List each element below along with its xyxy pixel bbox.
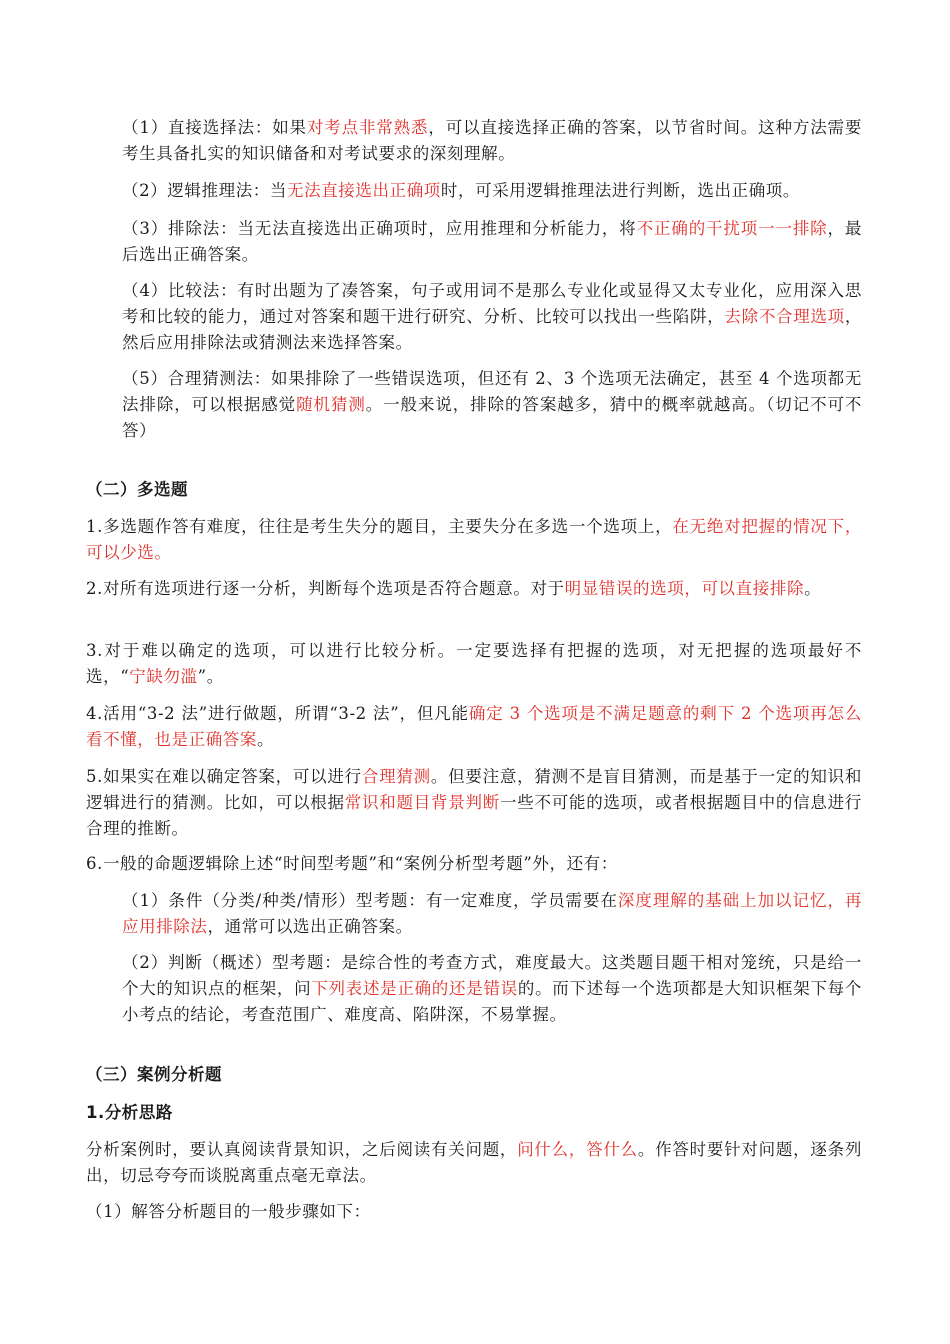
text-run: 。	[804, 579, 822, 598]
method-direct-choice	[122, 115, 862, 167]
text-run: 1.多选题作答有难度，往往是考生失分的题目，主要失分在多选一个选项上，	[86, 517, 673, 536]
highlight-run: 下列表述是正确的还是错误	[311, 979, 518, 998]
subheading-analysis-approach: 1.分析思路	[86, 1103, 173, 1122]
text-run: ，然后应用排除法或猜测法来选择答案。	[122, 307, 862, 352]
text-run: （2）判断（概述）型考题：是综合性的考查方式，难度最大。这类题目题干相对笼统，只是给一个大的知识点的框架，问	[122, 953, 862, 998]
text-run: 6.一般的命题逻辑除上述“时间型考题”和“案例分析型考题”外，还有：	[86, 854, 618, 873]
text-run: 分析案例时，要认真阅读背景知识，之后阅读有关问题，	[86, 1140, 518, 1159]
text-run: 3.对于难以确定的选项，可以进行比较分析。一定要选择有把握的选项，对无把握的选项最好不选，“	[86, 641, 862, 686]
text-run: ”。	[197, 667, 224, 686]
text-run: （4）比较法：有时出题为了凑答案，句子或用词不是那么专业化或显得又太专业化，应用深入思考和比较的能力，通过对答案和题干进行研究、分析、比较可以找出一些陷阱，	[122, 281, 862, 326]
multi-choice-item-2	[86, 576, 862, 602]
case-analysis-step-intro: （1）解答分析题目的一般步骤如下：	[86, 1202, 371, 1221]
text-run: ，最后选出正确答案。	[122, 219, 863, 264]
text-run: （2）逻辑推理法：当	[122, 181, 287, 200]
highlight-run: 确定 3 个选项是不满足题意的剩下 2 个选项再怎么看不懂，也是正确答案	[86, 704, 863, 749]
highlight-run: 常识和题目背景判断	[344, 793, 500, 812]
text-run: 的。而下述每一个选项都是大知识框架下每个小考点的结论，考查范围广、难度高、陷阱深，不易掌握。	[122, 979, 862, 1024]
multi-choice-item-6	[86, 851, 862, 877]
text-run: （1）直接选择法：如果	[122, 118, 307, 137]
highlight-run: 合理猜测	[361, 767, 431, 786]
text-run: ，可以直接选择正确的答案，以节省时间。这种方法需要考生具备扎实的知识储备和对考试要求的深刻理解。	[122, 118, 862, 163]
highlight-run: 宁缺勿滥	[129, 667, 198, 686]
text-run: （1）条件（分类/种类/情形）型考题：有一定难度，学员需要在	[122, 891, 618, 910]
highlight-run: 问什么，答什么	[517, 1140, 638, 1159]
question-type-condition	[122, 888, 862, 940]
text-run: 5.如果实在难以确定答案，可以进行	[86, 767, 362, 786]
highlight-run: 去除不合理选项	[724, 307, 845, 326]
method-reasonable-guess	[122, 366, 862, 444]
text-run: （5）合理猜测法：如果排除了一些错误选项，但还有 2、3 个选项无法确定，甚至 4 个选项都无法排除，可以根据感觉	[122, 369, 862, 414]
text-run: 4.活用“3-2 法”进行做题，所谓“3-2 法”，但凡能	[86, 704, 469, 723]
section-heading-case-analysis: （三）案例分析题	[86, 1065, 222, 1084]
text-run: 。作答时要针对问题，逐条列出，切忌夸夸而谈脱离重点毫无章法。	[86, 1140, 862, 1185]
method-logical-reasoning	[122, 178, 862, 204]
method-comparison	[122, 278, 862, 356]
text-run: 。但要注意，猜测不是盲目猜测，而是基于一定的知识和逻辑进行的猜测。比如，可以根据	[86, 767, 862, 812]
multi-choice-item-4	[86, 701, 862, 753]
multi-choice-item-5	[86, 764, 862, 842]
text-run: ，通常可以选出正确答案。	[207, 917, 413, 936]
multi-choice-item-3	[86, 638, 862, 690]
multi-choice-item-1	[86, 514, 862, 566]
text-run: 2.对所有选项进行逐一分析，判断每个选项是否符合题意。对于	[86, 579, 565, 598]
text-run: 时，可采用逻辑推理法进行判断，选出正确项。	[440, 181, 801, 200]
highlight-run: 深度理解的基础上加以记忆，再应用排除法	[122, 891, 862, 936]
highlight-run: 明显错误的选项，可以直接排除	[564, 579, 805, 598]
highlight-run: 对考点非常熟悉	[306, 118, 429, 137]
case-analysis-paragraph	[86, 1137, 862, 1189]
highlight-run: 不正确的干扰项一一排除	[636, 219, 828, 238]
highlight-run: 在无绝对把握的情况下，可以少选。	[86, 517, 862, 562]
section-heading-multiple-choice: （二）多选题	[86, 480, 188, 499]
text-run: 。	[257, 730, 275, 749]
method-elimination	[122, 216, 862, 268]
text-run: 。一般来说，排除的答案越多，猜中的概率就越高。（切记不可不答）	[122, 395, 863, 440]
text-run: 一些不可能的选项，或者根据题目中的信息进行合理的推断。	[86, 793, 863, 838]
text-run: （3）排除法：当无法直接选出正确项时，应用推理和分析能力，将	[122, 219, 637, 238]
question-type-judgement	[122, 950, 862, 1028]
highlight-run: 随机猜测	[296, 395, 366, 414]
highlight-run: 无法直接选出正确项	[287, 181, 441, 200]
